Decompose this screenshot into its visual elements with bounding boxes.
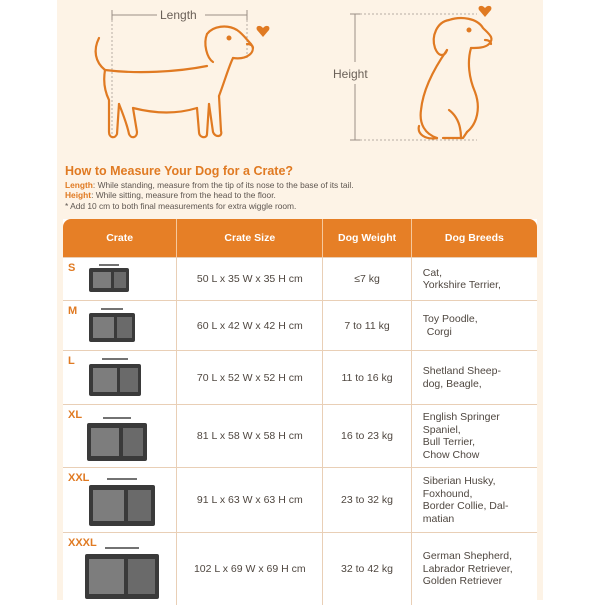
crate-image — [83, 545, 161, 601]
weight-cell: ≤7 kg — [323, 258, 411, 300]
breeds-cell — [412, 301, 537, 350]
height-instruction — [65, 190, 535, 200]
size-label: XXXL — [68, 537, 97, 549]
weight-cell: 11 to 16 kg — [323, 351, 411, 404]
table-row — [63, 350, 537, 404]
breeds-cell — [412, 533, 537, 605]
breed-line: Spaniel, — [422, 423, 461, 436]
header-dog-weight: Dog Weight — [323, 219, 411, 257]
size-cell: 60 L x 42 W x 42 H cm — [177, 301, 323, 350]
weight-cell: 16 to 23 kg — [323, 405, 411, 467]
size-label: L — [68, 355, 75, 367]
crate-image — [87, 262, 131, 294]
crate-image — [85, 415, 149, 463]
breed-line: Siberian Husky, — [422, 475, 496, 487]
height-term: Height — [65, 190, 92, 201]
header-dog-breeds: Dog Breeds — [444, 232, 504, 244]
heart-icon — [257, 26, 270, 37]
weight-cell: 23 to 32 kg — [323, 468, 411, 532]
table-row — [63, 300, 537, 350]
table-row — [63, 257, 537, 300]
standing-dog-icon — [96, 27, 253, 138]
crate-cell — [63, 533, 177, 605]
length-term: Length — [65, 180, 93, 190]
crate-cell — [63, 468, 177, 532]
crate-size-guide — [57, 0, 543, 600]
breeds-cell — [412, 468, 537, 532]
breed-line: German Shepherd, — [422, 550, 513, 563]
size-cell: 50 L x 35 W x 35 H cm — [177, 258, 323, 300]
breed-line: English Springer — [422, 411, 500, 423]
breed-line: Corgi — [426, 325, 452, 338]
size-label: S — [68, 262, 76, 274]
measurement-diagrams — [57, 0, 543, 160]
sitting-dog-icon — [419, 18, 492, 138]
table-header — [63, 219, 537, 257]
length-text: : While standing, measure from the tip of its nose to the base of its tail. — [92, 180, 354, 190]
size-cell: 70 L x 52 W x 52 H cm — [177, 351, 323, 404]
length-label: Length — [160, 8, 197, 22]
header-crate: Crate — [63, 219, 177, 257]
breed-line: Foxhound, — [422, 487, 473, 500]
height-label: Height — [333, 67, 368, 81]
size-label: M — [68, 305, 78, 317]
breed-line: Toy Poodle, — [422, 313, 478, 325]
breed-line: matian — [422, 512, 455, 525]
header-crate-size: Crate Size — [177, 219, 323, 257]
breed-line: Border Collie, Dal- — [422, 500, 509, 512]
crate-cell — [63, 301, 177, 350]
size-cell: 81 L x 58 W x 58 H cm — [177, 405, 323, 467]
wiggle-note: * Add 10 cm to both final measurements for extra wiggle room. — [65, 200, 297, 211]
size-table — [63, 219, 537, 605]
breeds-cell — [412, 351, 537, 404]
crate-cell — [63, 351, 177, 404]
table-row — [63, 532, 537, 605]
table-row — [63, 467, 537, 532]
crate-image — [87, 476, 157, 528]
size-cell: 91 L x 63 W x 63 H cm — [177, 468, 323, 532]
weight-cell: 7 to 11 kg — [323, 301, 411, 350]
size-label: XXL — [68, 472, 90, 484]
breed-line: Yorkshire Terrier, — [422, 279, 501, 291]
length-instruction — [65, 180, 535, 190]
size-cell: 102 L x 69 W x 69 H cm — [177, 533, 323, 605]
crate-image — [87, 356, 143, 398]
breed-line: dog, Beagle, — [422, 377, 482, 390]
height-text: : While sitting, measure from the head to the floor. — [91, 190, 276, 201]
breed-line: Chow Chow — [422, 448, 480, 461]
crate-image — [87, 306, 137, 344]
measure-instructions — [65, 180, 535, 211]
breed-line: Golden Retriever — [422, 575, 503, 588]
dog-outlines — [57, 0, 543, 160]
breed-line: Bull Terrier, — [422, 436, 476, 448]
breeds-cell — [412, 405, 537, 467]
heart-icon-2 — [479, 6, 492, 17]
breed-line: Labrador Retriever, — [422, 562, 513, 575]
table-row — [63, 404, 537, 467]
weight-cell: 32 to 42 kg — [323, 533, 411, 605]
crate-cell — [63, 405, 177, 467]
breeds-cell — [412, 258, 537, 300]
breed-line: Shetland Sheep- — [422, 365, 501, 377]
size-label: XL — [68, 409, 83, 421]
breed-line: Cat, — [422, 266, 443, 279]
crate-cell — [63, 258, 177, 300]
page-title: How to Measure Your Dog for a Crate? — [65, 164, 294, 178]
